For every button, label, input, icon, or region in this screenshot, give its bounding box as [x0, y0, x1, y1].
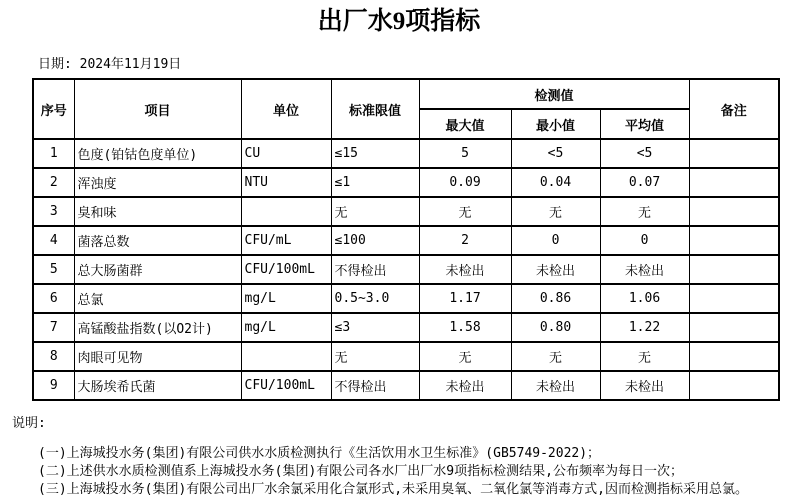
cell-min: 0.80 [511, 313, 600, 342]
cell-limit: ≤1 [331, 168, 419, 197]
note-item-3: (三)上海城投水务(集团)有限公司出厂水余氯采用化合氯形式,未采用臭氧、二氧化氯等消毒方式,因而检测指标采用总氯。 [38, 482, 748, 497]
notes-list [38, 445, 798, 499]
cell-item: 总大肠菌群 [74, 255, 241, 284]
cell-unit: CFU/100mL [241, 371, 331, 400]
cell-item: 色度(铂钴色度单位) [74, 139, 241, 168]
notes-section [0, 416, 798, 499]
header-standard-limit: 标准限值 [331, 79, 419, 139]
cell-max: 1.17 [419, 284, 511, 313]
cell-item: 总氯 [74, 284, 241, 313]
cell-limit: ≤15 [331, 139, 419, 168]
cell-max: 无 [419, 342, 511, 371]
cell-max: 1.58 [419, 313, 511, 342]
header-detection-group: 检测值 [419, 79, 689, 109]
cell-unit: mg/L [241, 284, 331, 313]
cell-unit [241, 197, 331, 226]
cell-item: 大肠埃希氏菌 [74, 371, 241, 400]
cell-avg: 未检出 [600, 255, 689, 284]
cell-remark [689, 371, 779, 400]
cell-item: 浑浊度 [74, 168, 241, 197]
cell-index: 9 [33, 371, 74, 400]
header-remark: 备注 [689, 79, 779, 139]
page-title: 出厂水9项指标 [317, 8, 481, 35]
cell-max: 未检出 [419, 371, 511, 400]
cell-item: 高锰酸盐指数(以O2计) [74, 313, 241, 342]
cell-limit: 无 [331, 197, 419, 226]
cell-min: 无 [511, 342, 600, 371]
report-date: 日期: 2024年11月19日 [38, 57, 182, 72]
cell-unit: NTU [241, 168, 331, 197]
cell-remark [689, 226, 779, 255]
cell-limit: 不得检出 [331, 371, 419, 400]
cell-min: 0.86 [511, 284, 600, 313]
notes-heading: 说明: [12, 416, 46, 431]
cell-min: 未检出 [511, 255, 600, 284]
header-max: 最大值 [419, 109, 511, 139]
cell-max: 0.09 [419, 168, 511, 197]
cell-index: 7 [33, 313, 74, 342]
cell-item: 臭和味 [74, 197, 241, 226]
table-row [33, 342, 779, 371]
cell-item: 肉眼可见物 [74, 342, 241, 371]
cell-unit: CFU/mL [241, 226, 331, 255]
cell-index: 8 [33, 342, 74, 371]
table-row [33, 371, 779, 400]
cell-remark [689, 139, 779, 168]
table-row [33, 197, 779, 226]
cell-index: 1 [33, 139, 74, 168]
cell-limit: ≤100 [331, 226, 419, 255]
table-row [33, 255, 779, 284]
indicators-table [32, 78, 780, 401]
table-header [33, 79, 779, 139]
cell-avg: 无 [600, 342, 689, 371]
cell-index: 6 [33, 284, 74, 313]
cell-max: 5 [419, 139, 511, 168]
cell-min: 无 [511, 197, 600, 226]
cell-limit: 0.5~3.0 [331, 284, 419, 313]
cell-index: 5 [33, 255, 74, 284]
cell-min: 0.04 [511, 168, 600, 197]
cell-unit: CU [241, 139, 331, 168]
header-unit: 单位 [241, 79, 331, 139]
cell-index: 3 [33, 197, 74, 226]
cell-remark [689, 255, 779, 284]
cell-min: 0 [511, 226, 600, 255]
cell-avg: <5 [600, 139, 689, 168]
cell-unit [241, 342, 331, 371]
cell-avg: 0.07 [600, 168, 689, 197]
note-item-2: (二)上述供水水质检测值系上海城投水务(集团)有限公司各水厂出厂水9项指标检测结果,公布频率为每日一次； [38, 464, 683, 479]
cell-avg: 未检出 [600, 371, 689, 400]
cell-remark [689, 284, 779, 313]
cell-avg: 1.22 [600, 313, 689, 342]
table-row [33, 139, 779, 168]
cell-min: <5 [511, 139, 600, 168]
cell-index: 4 [33, 226, 74, 255]
cell-avg: 0 [600, 226, 689, 255]
cell-index: 2 [33, 168, 74, 197]
cell-limit: 无 [331, 342, 419, 371]
cell-max: 无 [419, 197, 511, 226]
cell-max: 2 [419, 226, 511, 255]
cell-limit: 不得检出 [331, 255, 419, 284]
table-row [33, 313, 779, 342]
cell-remark [689, 342, 779, 371]
table-body [33, 139, 779, 400]
cell-unit: CFU/100mL [241, 255, 331, 284]
cell-min: 未检出 [511, 371, 600, 400]
note-item-1: (一)上海城投水务(集团)有限公司供水水质检测执行《生活饮用水卫生标准》(GB5749-2022)； [38, 446, 601, 461]
cell-avg: 1.06 [600, 284, 689, 313]
cell-limit: ≤3 [331, 313, 419, 342]
header-index: 序号 [33, 79, 74, 139]
cell-avg: 无 [600, 197, 689, 226]
header-item: 项目 [74, 79, 241, 139]
table-row [33, 284, 779, 313]
cell-unit: mg/L [241, 313, 331, 342]
cell-remark [689, 168, 779, 197]
cell-remark [689, 313, 779, 342]
cell-remark [689, 197, 779, 226]
cell-max: 未检出 [419, 255, 511, 284]
table-row [33, 226, 779, 255]
table-row [33, 168, 779, 197]
header-min: 最小值 [511, 109, 600, 139]
cell-item: 菌落总数 [74, 226, 241, 255]
header-avg: 平均值 [600, 109, 689, 139]
